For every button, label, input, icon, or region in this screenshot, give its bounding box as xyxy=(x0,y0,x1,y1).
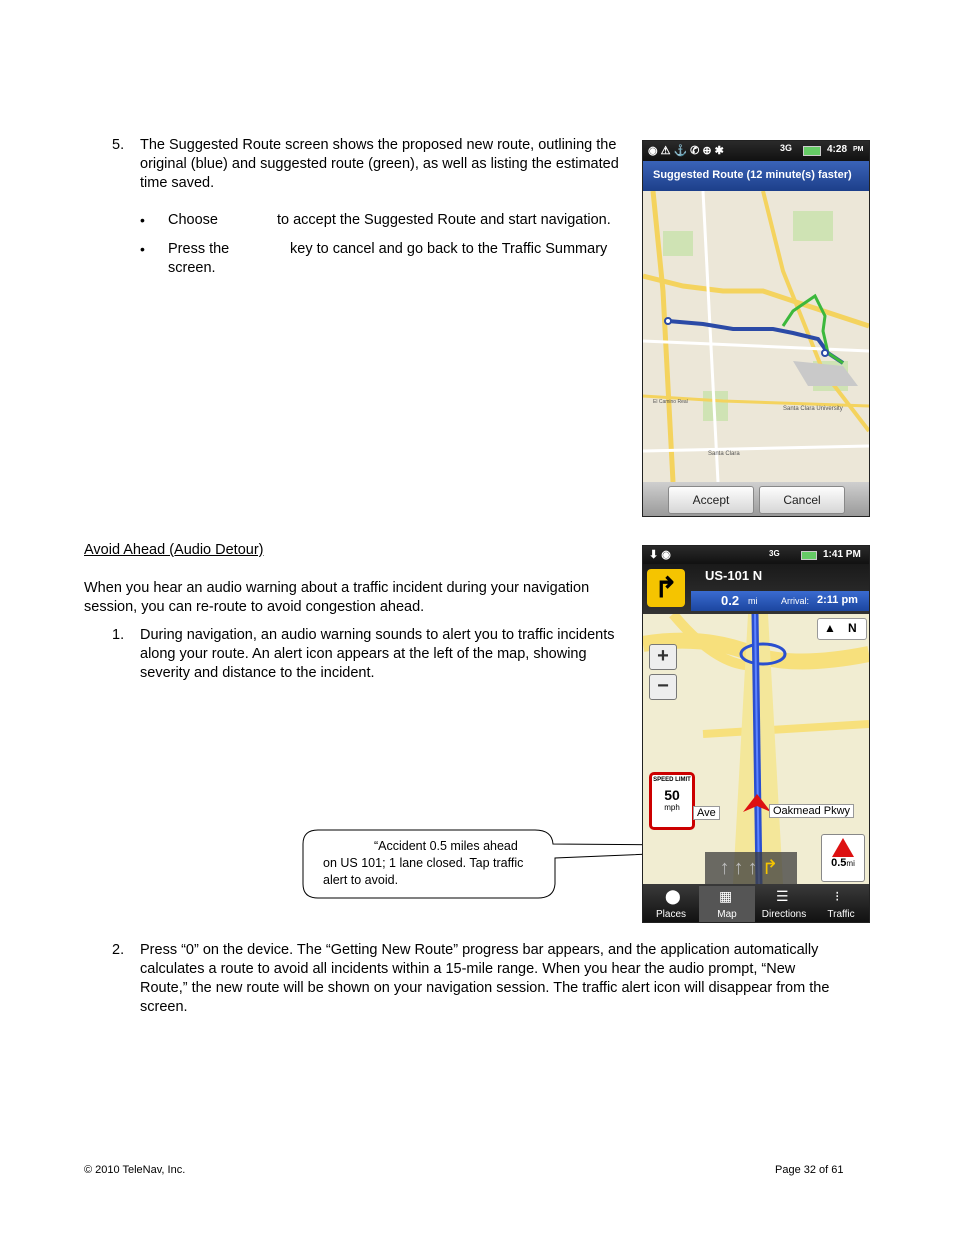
pin-icon: ⬤ xyxy=(665,888,681,904)
section-heading: Avoid Ahead (Audio Detour) xyxy=(84,542,264,558)
step-2-text: Press “0” on the device. The “Getting New Route” progress bar appears, and the application automatically calculates a route to avoid all incidents within a 15-mile range. When you hear the audio prompt, “New Route,” the new route will be shown on your navigation session. The traffic alert icon will disappear from the screen. xyxy=(140,942,830,1015)
distance-value: 0.2 xyxy=(721,593,740,608)
step-5-text: The Suggested Route screen shows the proposed new route, outlining the original (blue) and suggested route (green), as well as listing the estimated time saved. xyxy=(140,137,619,191)
eta-bar xyxy=(691,591,869,611)
navigation-screenshot xyxy=(642,545,870,923)
speed-value: 50 xyxy=(664,787,680,803)
button-bar xyxy=(643,482,869,516)
tab-label: Traffic xyxy=(827,909,855,920)
alert-distance: 0.5 xyxy=(831,857,847,869)
map-label: El Camino Real xyxy=(653,399,688,405)
zoom-in-button[interactable] xyxy=(649,644,677,670)
arrival-time: 2:11 pm xyxy=(817,594,858,606)
section-intro: When you hear an audio warning about a traffic incident during your navigation session, you can re-route to avoid congestion ahead. xyxy=(84,580,590,615)
step-1-text: During navigation, an audio warning sounds to alert you to traffic incidents along your route. An alert icon appears at the left of the map, showing severity and distance to the incident. xyxy=(140,627,615,681)
lane-turn-arrow-icon: ↱ xyxy=(761,857,783,879)
lane-guidance: ↑↑↑↱ xyxy=(705,852,797,884)
screen-title: Suggested Route (12 minute(s) faster) xyxy=(653,169,852,181)
bullet-marker: • xyxy=(140,241,145,257)
plus-icon: + xyxy=(657,645,669,667)
suggested-route-screenshot xyxy=(642,140,870,517)
bullet-accept-rest: to accept the Suggested Route and start navigation. xyxy=(277,212,611,228)
network-indicator: 3G xyxy=(780,143,793,153)
callout-text-content: “Accident 0.5 miles ahead on US 101; 1 lane closed. Tap traffic alert to avoid. xyxy=(323,839,524,887)
callout-text xyxy=(323,838,533,889)
minus-icon: − xyxy=(657,675,669,697)
alert-unit: mi xyxy=(846,859,855,868)
cancel-button[interactable]: Cancel xyxy=(759,486,845,514)
map-label: Santa Clara xyxy=(708,451,740,457)
tab-label: Directions xyxy=(761,909,807,920)
nav-header xyxy=(643,564,869,614)
tab-directions[interactable] xyxy=(755,886,813,922)
route-map-drawing xyxy=(643,191,869,482)
tab-label: Map xyxy=(717,909,737,920)
zoom-out-button[interactable] xyxy=(649,674,677,700)
directions-icon: ☰ xyxy=(776,888,789,904)
bullet-cancel-lead: Press the xyxy=(168,241,230,257)
warning-icon xyxy=(832,838,854,857)
traffic-light-icon: ⁝ xyxy=(835,888,840,904)
title-bar xyxy=(643,161,869,191)
status-bar xyxy=(643,546,869,564)
map-label: Santa Clara University xyxy=(783,406,843,412)
status-ampm: PM xyxy=(853,146,864,153)
step-number: 2. xyxy=(112,942,125,958)
battery-icon xyxy=(803,146,821,156)
accept-button[interactable]: Accept xyxy=(668,486,754,514)
bullet-marker: • xyxy=(140,212,145,228)
arrival-label: Arrival: xyxy=(781,596,810,606)
network-indicator: 3G xyxy=(769,549,780,558)
route-map[interactable] xyxy=(643,191,869,482)
turn-arrow-icon: ↱ xyxy=(647,569,685,607)
map-icon: ▦ xyxy=(719,888,733,904)
step-number: 1. xyxy=(112,627,125,643)
compass-arrow-icon: ▲ xyxy=(824,621,836,635)
tab-label: Places xyxy=(655,909,686,920)
street-label-left: Ave xyxy=(693,806,720,820)
status-bar xyxy=(643,141,869,161)
notification-icons: ⬇◉ xyxy=(649,549,674,561)
compass-button[interactable] xyxy=(817,618,867,640)
alert-distance-row xyxy=(822,857,864,869)
status-time: 1:41 PM xyxy=(823,549,861,560)
speed-unit: mph xyxy=(664,803,680,812)
bullet-accept-lead: Choose xyxy=(168,212,218,228)
compass-direction: N xyxy=(848,621,857,635)
speed-limit-sign xyxy=(649,772,695,830)
road-name: US-101 N xyxy=(705,568,763,583)
battery-icon xyxy=(801,551,817,560)
tab-traffic[interactable] xyxy=(813,886,869,922)
bullet-cancel-rest xyxy=(168,240,623,278)
tab-map[interactable] xyxy=(699,886,755,922)
status-time: 4:28 xyxy=(827,144,848,155)
speed-limit-label: SPEED LIMIT xyxy=(653,777,691,783)
footer-page-number: Page 32 of 61 xyxy=(775,1164,844,1176)
step-number: 5. xyxy=(112,137,125,153)
notification-icons: ◉⚠⚓✆⊕✱ xyxy=(648,145,727,157)
bottom-tab-bar xyxy=(643,884,869,922)
street-label-right: Oakmead Pkwy xyxy=(769,804,854,818)
distance-unit: mi xyxy=(748,596,758,606)
traffic-alert-button[interactable] xyxy=(821,834,865,882)
footer-copyright: © 2010 TeleNav, Inc. xyxy=(84,1164,186,1176)
tab-places[interactable] xyxy=(643,886,699,922)
navigation-map[interactable] xyxy=(643,614,869,884)
bullet-cancel-rest-text: key to cancel and go back to the Traffic Summary screen. xyxy=(168,241,608,276)
